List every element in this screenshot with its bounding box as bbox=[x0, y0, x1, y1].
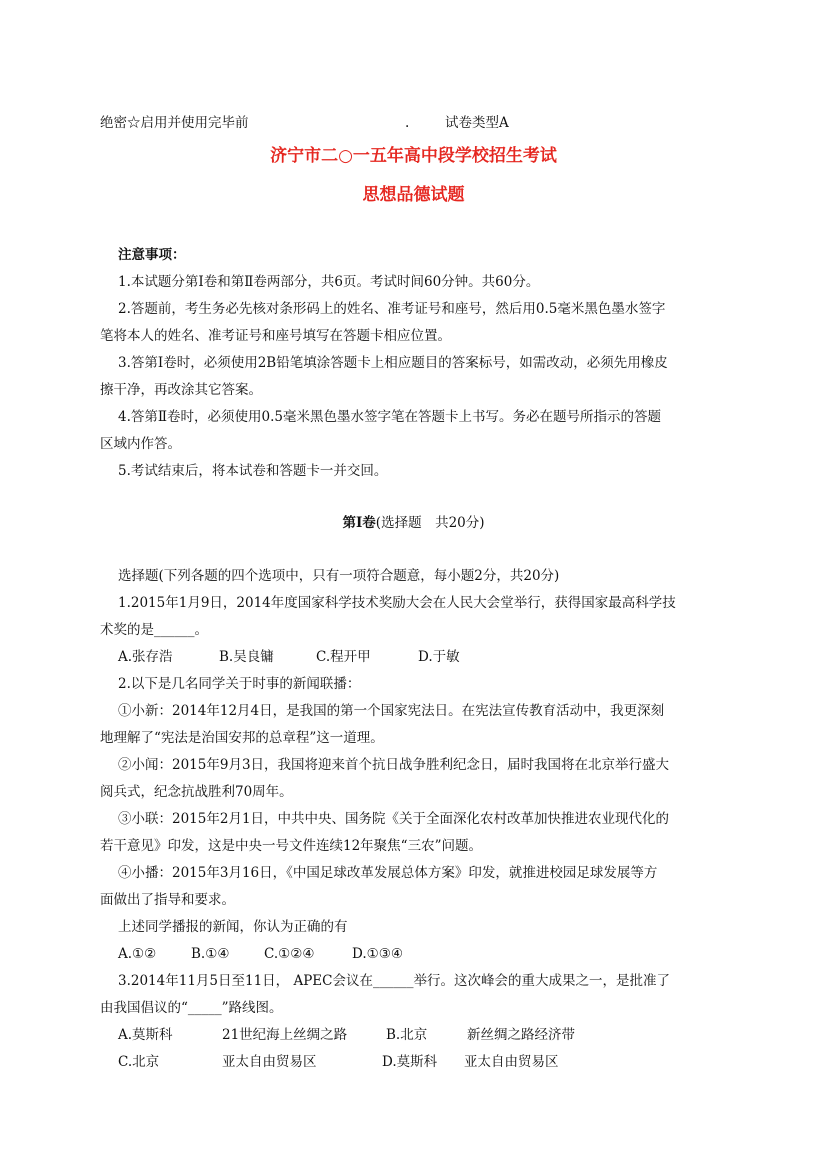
section-desc: (选择题 共20分) bbox=[375, 515, 485, 531]
q2-stem: 2.以下是几名同学关于时事的新闻联播： bbox=[118, 676, 361, 692]
subject-title: 思想品德试题 bbox=[362, 185, 465, 205]
q2-item-3-cont: 若干意见》印发，这是中央一号文件连续12年聚焦“三农”问题。 bbox=[100, 838, 482, 854]
note-5: 5.考试结束后，将本试卷和答题卡一并交回。 bbox=[118, 463, 388, 479]
header-dot: . bbox=[405, 115, 410, 131]
q2-item-4: ④小播：2015年3月16日，《中国足球改革发展总体方案》印发，就推进校园足球发展等方 bbox=[118, 865, 658, 881]
q3-options-row-2 bbox=[118, 1052, 618, 1072]
q3-option-c-label: C.北京 bbox=[118, 1054, 160, 1070]
q1-stem-cont: 术奖的是______。 bbox=[100, 622, 208, 638]
q3-stem: 3.2014年11月5日至11日， APEC会议在______举行。这次峰会的重大成果之一，是批准了 bbox=[118, 973, 670, 989]
q3-option-a-label: A.莫斯科 bbox=[118, 1027, 173, 1043]
q3-option-c-text: 亚太自由贸易区 bbox=[222, 1054, 317, 1070]
q2-option-d: D.①③④ bbox=[352, 946, 403, 962]
q3-option-d-label: D.莫斯科 bbox=[382, 1054, 438, 1070]
q3-option-b-text: 新丝绸之路经济带 bbox=[467, 1027, 575, 1043]
note-4: 4.答第Ⅱ卷时，必须使用0.5毫米黑色墨水签字笔在答题卡上书写。务必在题号所指示的答题 bbox=[118, 409, 662, 425]
note-4-cont: 区域内作答。 bbox=[100, 436, 181, 452]
notes-heading: 注意事项： bbox=[118, 247, 186, 263]
q1-option-d: D.于敏 bbox=[418, 649, 460, 665]
note-1: 1.本试题分第Ⅰ卷和第Ⅱ卷两部分，共6页。考试时间60分钟。共60分。 bbox=[118, 274, 540, 290]
q2-item-2: ②小闻：2015年9月3日，我国将迎来首个抗日战争胜利纪念日，届时我国将在北京举行盛大 bbox=[118, 757, 670, 773]
q2-item-3: ③小联：2015年2月1日，中共中央、国务院《关于全面深化农村改革加快推进农业现代化的 bbox=[118, 811, 670, 827]
q3-option-d-text: 亚太自由贸易区 bbox=[464, 1054, 559, 1070]
q1-options bbox=[118, 647, 518, 667]
q1-option-a: A.张存浩 bbox=[118, 649, 173, 665]
section-title bbox=[0, 513, 827, 533]
note-3: 3.答第Ⅰ卷时，必须使用2B铅笔填涂答题卡上相应题目的答案标号，如需改动，必须先用橡皮 bbox=[118, 355, 668, 371]
choice-instruction: 选择题(下列各题的四个选项中，只有一项符合题意，每小题2分，共20分) bbox=[118, 568, 560, 584]
document-header bbox=[100, 113, 509, 133]
note-3-cont: 擦干净，再改涂其它答案。 bbox=[100, 382, 262, 398]
q3-option-b-label: B.北京 bbox=[386, 1027, 428, 1043]
section-label: 第Ⅰ卷 bbox=[342, 515, 376, 531]
confidentiality-mark: 绝密☆启用并使用完毕前 bbox=[100, 115, 249, 131]
q1-option-b: B.吴良镛 bbox=[219, 649, 274, 665]
q2-item-4-cont: 面做出了指导和要求。 bbox=[100, 892, 235, 908]
paper-type: 试卷类型A bbox=[445, 115, 509, 131]
q2-options bbox=[118, 944, 438, 964]
q2-item-1-cont: 地理解了“宪法是治国安邦的总章程”这一道理。 bbox=[100, 730, 384, 746]
q3-stem-cont: 由我国倡议的“_____”路线图。 bbox=[100, 1000, 283, 1016]
q2-question: 上述同学播报的新闻，你认为正确的有 bbox=[118, 919, 348, 935]
exam-title: 济宁市二○一五年高中段学校招生考试 bbox=[270, 146, 557, 166]
note-2: 2.答题前，考生务必先核对条形码上的姓名、准考证号和座号，然后用0.5毫米黑色墨水签字 bbox=[118, 301, 666, 317]
q1-option-c: C.程开甲 bbox=[316, 649, 371, 665]
q2-item-2-cont: 阅兵式，纪念抗战胜利70周年。 bbox=[100, 784, 293, 800]
q3-option-a-text: 21世纪海上丝绸之路 bbox=[222, 1027, 348, 1043]
q2-item-1: ①小新：2014年12月4日，是我国的第一个国家宪法日。在宪法宣传教育活动中，我更深刻 bbox=[118, 703, 665, 719]
q3-options-row-1 bbox=[118, 1025, 618, 1045]
q2-option-c: C.①②④ bbox=[264, 946, 315, 962]
q2-option-b: B.①④ bbox=[191, 946, 230, 962]
q1-stem: 1.2015年1月9日，2014年度国家科学技术奖励大会在人民大会堂举行，获得国家最高科学技 bbox=[118, 595, 676, 611]
note-2-cont: 笔将本人的姓名、准考证号和座号填写在答题卡相应位置。 bbox=[100, 328, 451, 344]
q2-option-a: A.①② bbox=[118, 946, 157, 962]
